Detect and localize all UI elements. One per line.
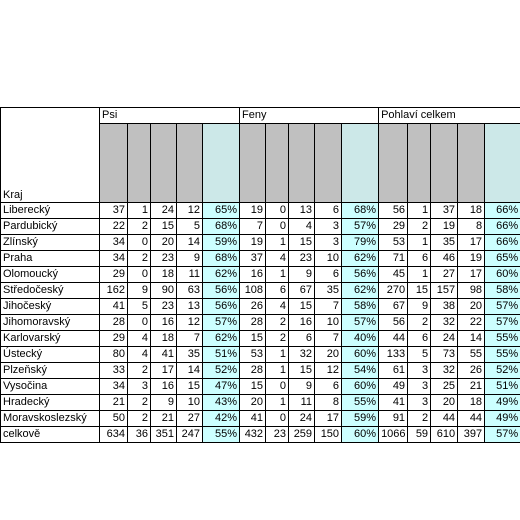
value-cell: 19	[431, 219, 458, 235]
value-cell: 15	[177, 379, 203, 395]
column-header	[151, 124, 177, 203]
region-name: Plzeňský	[1, 363, 100, 379]
percent-cell: 66%	[485, 219, 520, 235]
value-cell: 2	[408, 315, 431, 331]
value-cell: 53	[379, 235, 408, 251]
value-cell: 6	[408, 251, 431, 267]
value-cell: 10	[315, 315, 342, 331]
value-cell: 21	[151, 411, 177, 427]
value-cell: 29	[100, 331, 128, 347]
value-cell: 1066	[379, 427, 408, 443]
percent-cell: 56%	[203, 299, 240, 315]
region-name: Jihočeský	[1, 299, 100, 315]
value-cell: 15	[240, 331, 266, 347]
value-cell: 33	[100, 363, 128, 379]
value-cell: 10	[315, 251, 342, 267]
percent-cell: 51%	[485, 379, 520, 395]
percent-cell: 42%	[203, 411, 240, 427]
value-cell: 46	[431, 251, 458, 267]
percent-cell: 62%	[342, 283, 379, 299]
column-header	[128, 124, 151, 203]
value-cell: 44	[379, 331, 408, 347]
percent-cell: 51%	[203, 347, 240, 363]
value-cell: 6	[408, 331, 431, 347]
value-cell: 23	[151, 299, 177, 315]
value-cell: 108	[240, 283, 266, 299]
value-cell: 71	[379, 251, 408, 267]
value-cell: 2	[408, 219, 431, 235]
region-name: Zlínský	[1, 235, 100, 251]
value-cell: 16	[240, 267, 266, 283]
value-cell: 9	[289, 267, 315, 283]
value-cell: 17	[151, 363, 177, 379]
table-row	[1, 379, 520, 395]
value-cell: 34	[100, 235, 128, 251]
value-cell: 133	[379, 347, 408, 363]
column-header	[342, 124, 379, 203]
value-cell: 9	[128, 283, 151, 299]
region-name: Hradecký	[1, 395, 100, 411]
percent-cell: 68%	[342, 203, 379, 219]
column-header	[100, 124, 128, 203]
value-cell: 432	[240, 427, 266, 443]
value-cell: 0	[266, 379, 289, 395]
value-cell: 2	[266, 315, 289, 331]
percent-cell: 60%	[342, 347, 379, 363]
percent-cell: 57%	[342, 315, 379, 331]
value-cell: 11	[289, 395, 315, 411]
percent-cell: 57%	[203, 315, 240, 331]
percent-cell: 57%	[342, 219, 379, 235]
value-cell: 61	[379, 363, 408, 379]
value-cell: 157	[431, 283, 458, 299]
value-cell: 27	[431, 267, 458, 283]
value-cell: 1	[266, 235, 289, 251]
value-cell: 7	[240, 219, 266, 235]
value-cell: 3	[315, 235, 342, 251]
value-cell: 49	[379, 379, 408, 395]
percent-cell: 55%	[342, 395, 379, 411]
value-cell: 32	[431, 315, 458, 331]
table-row	[1, 315, 520, 331]
value-cell: 32	[289, 347, 315, 363]
value-cell: 18	[151, 267, 177, 283]
value-cell: 259	[289, 427, 315, 443]
region-name: Liberecký	[1, 203, 100, 219]
value-cell: 610	[431, 427, 458, 443]
percent-cell: 57%	[485, 315, 520, 331]
value-cell: 3	[408, 395, 431, 411]
percent-cell: 57%	[485, 299, 520, 315]
percent-cell: 59%	[342, 411, 379, 427]
value-cell: 11	[177, 267, 203, 283]
table-row	[1, 411, 520, 427]
region-name: Moravskoslezský	[1, 411, 100, 427]
value-cell: 91	[379, 411, 408, 427]
value-cell: 55	[458, 347, 485, 363]
value-cell: 2	[128, 219, 151, 235]
value-cell: 9	[408, 299, 431, 315]
value-cell: 7	[315, 331, 342, 347]
value-cell: 98	[458, 283, 485, 299]
column-header	[379, 124, 408, 203]
value-cell: 20	[151, 235, 177, 251]
region-name: Vysočina	[1, 379, 100, 395]
value-cell: 23	[151, 251, 177, 267]
column-header	[458, 124, 485, 203]
value-cell: 25	[431, 379, 458, 395]
value-cell: 21	[458, 379, 485, 395]
value-cell: 80	[100, 347, 128, 363]
value-cell: 35	[177, 347, 203, 363]
value-cell: 24	[151, 203, 177, 219]
value-cell: 15	[289, 363, 315, 379]
value-cell: 19	[458, 251, 485, 267]
value-cell: 53	[240, 347, 266, 363]
column-header	[177, 124, 203, 203]
value-cell: 0	[266, 219, 289, 235]
value-cell: 247	[177, 427, 203, 443]
percent-cell: 60%	[485, 267, 520, 283]
value-cell: 13	[289, 203, 315, 219]
percent-cell: 52%	[485, 363, 520, 379]
column-header	[289, 124, 315, 203]
value-cell: 0	[128, 235, 151, 251]
value-cell: 17	[458, 235, 485, 251]
value-cell: 2	[128, 411, 151, 427]
column-header	[408, 124, 431, 203]
value-cell: 1	[266, 395, 289, 411]
value-cell: 35	[431, 235, 458, 251]
value-cell: 12	[177, 203, 203, 219]
table-row	[1, 283, 520, 299]
value-cell: 9	[177, 251, 203, 267]
value-cell: 19	[240, 235, 266, 251]
value-cell: 12	[315, 363, 342, 379]
value-cell: 13	[177, 299, 203, 315]
percent-cell: 68%	[203, 219, 240, 235]
value-cell: 23	[266, 427, 289, 443]
value-cell: 32	[431, 363, 458, 379]
value-cell: 18	[458, 395, 485, 411]
value-cell: 34	[100, 251, 128, 267]
value-cell: 1	[408, 235, 431, 251]
value-cell: 162	[100, 283, 128, 299]
total-row	[1, 427, 520, 443]
value-cell: 41	[151, 347, 177, 363]
column-header	[203, 124, 240, 203]
region-name: Karlovarský	[1, 331, 100, 347]
value-cell: 17	[315, 411, 342, 427]
value-cell: 3	[128, 379, 151, 395]
value-cell: 20	[458, 299, 485, 315]
table-row	[1, 203, 520, 219]
value-cell: 45	[379, 267, 408, 283]
value-cell: 22	[458, 315, 485, 331]
value-cell: 29	[100, 267, 128, 283]
value-cell: 4	[266, 299, 289, 315]
region-name: Olomoucký	[1, 267, 100, 283]
table-row	[1, 395, 520, 411]
percent-cell: 55%	[203, 427, 240, 443]
total-label: celkově	[1, 427, 100, 443]
table-row	[1, 251, 520, 267]
value-cell: 8	[458, 219, 485, 235]
row-header-kraj: Kraj	[1, 108, 100, 203]
value-cell: 5	[408, 347, 431, 363]
value-cell: 41	[100, 299, 128, 315]
value-cell: 2	[408, 411, 431, 427]
value-cell: 0	[266, 203, 289, 219]
percent-cell: 49%	[485, 395, 520, 411]
value-cell: 1	[128, 203, 151, 219]
value-cell: 6	[315, 379, 342, 395]
value-cell: 41	[240, 411, 266, 427]
value-cell: 34	[100, 379, 128, 395]
value-cell: 67	[379, 299, 408, 315]
percent-cell: 68%	[203, 251, 240, 267]
value-cell: 16	[151, 379, 177, 395]
value-cell: 9	[289, 379, 315, 395]
value-cell: 19	[240, 203, 266, 219]
percent-cell: 59%	[203, 235, 240, 251]
value-cell: 351	[151, 427, 177, 443]
value-cell: 26	[458, 363, 485, 379]
value-cell: 5	[128, 299, 151, 315]
value-cell: 20	[240, 395, 266, 411]
percent-cell: 62%	[342, 251, 379, 267]
value-cell: 2	[128, 251, 151, 267]
value-cell: 6	[315, 267, 342, 283]
value-cell: 63	[177, 283, 203, 299]
value-cell: 0	[128, 267, 151, 283]
value-cell: 10	[177, 395, 203, 411]
percent-cell: 47%	[203, 379, 240, 395]
value-cell: 50	[100, 411, 128, 427]
value-cell: 4	[128, 331, 151, 347]
percent-cell: 65%	[485, 251, 520, 267]
table-row	[1, 299, 520, 315]
value-cell: 41	[379, 395, 408, 411]
group-header-celkem: Pohlaví celkem	[379, 108, 520, 124]
value-cell: 37	[100, 203, 128, 219]
value-cell: 0	[266, 411, 289, 427]
percent-cell: 57%	[485, 427, 520, 443]
value-cell: 3	[315, 219, 342, 235]
value-cell: 18	[458, 203, 485, 219]
value-cell: 3	[408, 379, 431, 395]
region-name: Pardubický	[1, 219, 100, 235]
value-cell: 14	[177, 235, 203, 251]
percent-cell: 55%	[485, 347, 520, 363]
region-name: Jihomoravský	[1, 315, 100, 331]
value-cell: 8	[315, 395, 342, 411]
value-cell: 0	[128, 315, 151, 331]
value-cell: 15	[289, 299, 315, 315]
value-cell: 28	[240, 315, 266, 331]
region-name: Středočeský	[1, 283, 100, 299]
value-cell: 28	[240, 363, 266, 379]
value-cell: 397	[458, 427, 485, 443]
value-cell: 6	[289, 331, 315, 347]
group-header-feny: Feny	[240, 108, 379, 124]
group-header-psi: Psi	[100, 108, 240, 124]
value-cell: 1	[266, 363, 289, 379]
value-cell: 7	[177, 331, 203, 347]
table-body	[1, 203, 520, 443]
value-cell: 90	[151, 283, 177, 299]
value-cell: 6	[266, 283, 289, 299]
percent-cell: 62%	[203, 331, 240, 347]
value-cell: 5	[177, 219, 203, 235]
table-row	[1, 219, 520, 235]
column-header	[485, 124, 520, 203]
percent-cell: 55%	[485, 331, 520, 347]
value-cell: 9	[151, 395, 177, 411]
value-cell: 1	[408, 203, 431, 219]
group-header-row	[1, 108, 520, 124]
value-cell: 634	[100, 427, 128, 443]
percent-cell: 66%	[485, 203, 520, 219]
table-row	[1, 347, 520, 363]
percent-cell: 54%	[342, 363, 379, 379]
value-cell: 37	[240, 251, 266, 267]
value-cell: 20	[431, 395, 458, 411]
value-cell: 6	[315, 203, 342, 219]
column-header	[266, 124, 289, 203]
table-row	[1, 267, 520, 283]
value-cell: 14	[177, 363, 203, 379]
percent-cell: 56%	[203, 283, 240, 299]
value-cell: 28	[100, 315, 128, 331]
value-cell: 26	[240, 299, 266, 315]
value-cell: 4	[266, 251, 289, 267]
value-cell: 15	[151, 219, 177, 235]
value-cell: 15	[240, 379, 266, 395]
value-cell: 59	[408, 427, 431, 443]
value-cell: 36	[128, 427, 151, 443]
percent-cell: 60%	[342, 427, 379, 443]
value-cell: 21	[100, 395, 128, 411]
value-cell: 44	[431, 411, 458, 427]
value-cell: 1	[266, 267, 289, 283]
value-cell: 4	[289, 219, 315, 235]
table-row	[1, 363, 520, 379]
value-cell: 2	[128, 395, 151, 411]
value-cell: 15	[408, 283, 431, 299]
value-cell: 4	[128, 347, 151, 363]
column-header	[431, 124, 458, 203]
value-cell: 15	[289, 235, 315, 251]
value-cell: 1	[266, 347, 289, 363]
percent-cell: 66%	[485, 235, 520, 251]
percent-cell: 65%	[203, 203, 240, 219]
percent-cell: 58%	[342, 299, 379, 315]
value-cell: 17	[458, 267, 485, 283]
percent-cell: 60%	[342, 379, 379, 395]
data-table	[0, 107, 520, 443]
percent-cell: 49%	[485, 411, 520, 427]
value-cell: 27	[177, 411, 203, 427]
percent-cell: 58%	[485, 283, 520, 299]
value-cell: 16	[289, 315, 315, 331]
value-cell: 22	[100, 219, 128, 235]
value-cell: 73	[431, 347, 458, 363]
value-cell: 7	[315, 299, 342, 315]
value-cell: 44	[458, 411, 485, 427]
value-cell: 18	[151, 331, 177, 347]
percent-cell: 40%	[342, 331, 379, 347]
value-cell: 35	[315, 283, 342, 299]
percent-cell: 62%	[203, 267, 240, 283]
value-cell: 150	[315, 427, 342, 443]
value-cell: 2	[266, 331, 289, 347]
percent-cell: 56%	[342, 267, 379, 283]
value-cell: 29	[379, 219, 408, 235]
value-cell: 20	[315, 347, 342, 363]
value-cell: 37	[431, 203, 458, 219]
value-cell: 2	[128, 363, 151, 379]
percent-cell: 43%	[203, 395, 240, 411]
column-header	[315, 124, 342, 203]
percent-cell: 79%	[342, 235, 379, 251]
percent-cell: 52%	[203, 363, 240, 379]
value-cell: 270	[379, 283, 408, 299]
value-cell: 3	[408, 363, 431, 379]
value-cell: 16	[151, 315, 177, 331]
value-cell: 56	[379, 315, 408, 331]
value-cell: 1	[408, 267, 431, 283]
value-cell: 24	[431, 331, 458, 347]
table-row	[1, 235, 520, 251]
value-cell: 38	[431, 299, 458, 315]
region-name: Praha	[1, 251, 100, 267]
table-row	[1, 331, 520, 347]
column-header	[240, 124, 266, 203]
value-cell: 23	[289, 251, 315, 267]
region-name: Ústecký	[1, 347, 100, 363]
value-cell: 24	[289, 411, 315, 427]
value-cell: 14	[458, 331, 485, 347]
value-cell: 67	[289, 283, 315, 299]
value-cell: 56	[379, 203, 408, 219]
value-cell: 12	[177, 315, 203, 331]
